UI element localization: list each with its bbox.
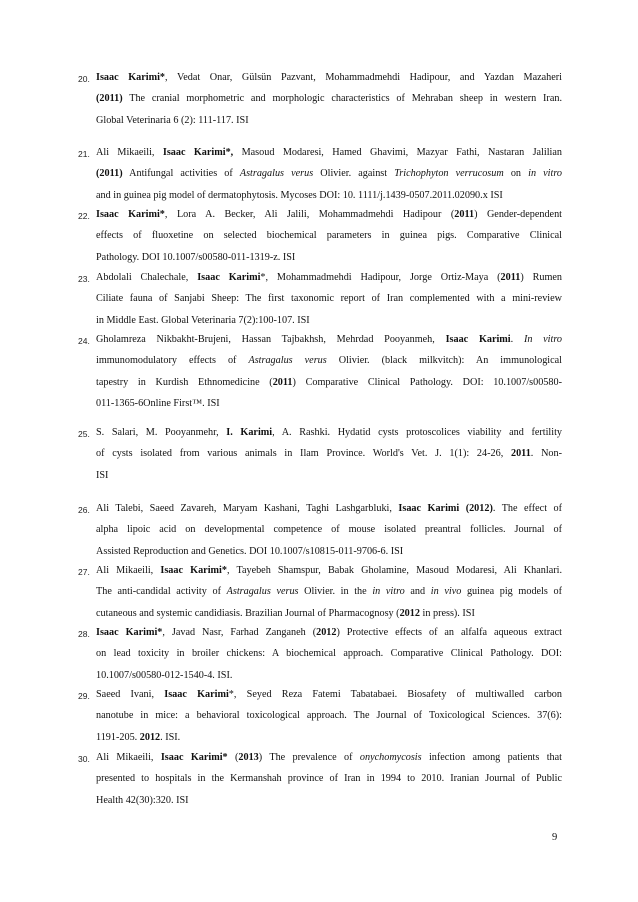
text-run: Health 42(30):320. ISI [96,795,189,806]
italic-run: in vitro [372,586,405,597]
reference-line [96,329,562,350]
italic-run: Astragalus verus [239,168,314,179]
reference-line [96,67,562,88]
text-run: Ciliate fauna of Sanjabi Sheep: The first taxonomic report of Iran complemented with a mini-review [96,293,562,304]
italic-run: onychomycosis [359,752,422,763]
reference-line [96,310,562,331]
text-run: ) Comparative Clinical Pathology. DOI: 10.1007/s00580- [292,377,562,388]
reference-line [96,288,562,309]
reference-line [96,747,562,768]
text-run: guinea pig models of [461,586,562,597]
text-run: Olivier. (black milkvitch): An immunological [326,355,562,366]
reference-number: 28. [78,629,90,639]
reference-line [96,142,562,163]
text-run: . Non- [530,448,562,459]
text-run: in Middle East. Global Veterinaria 7(2):100-107. ISI [96,315,310,326]
text-run: presented to hospitals in the Kermanshah province of Iran in 1994 to 2010. Iranian Journal of Public [96,773,562,784]
reference-line [96,643,562,664]
reference-number: 26. [78,505,90,515]
text-run: S. Salari, M. Pooyanmehr, [96,427,227,438]
text-run: *, Seyed Reza Fatemi Tabatabaei. Biosafety of multiwalled carbon [228,689,562,700]
reference-line [96,684,562,705]
text-run: nanotube in mice: a behavioral toxicological approach. The Journal of Toxicological Sciences. 37(6): [96,710,562,721]
text-run: . [510,334,524,345]
bold-run: Isaac Karimi (2012) [398,503,493,514]
text-run: and [404,586,431,597]
reference-number: 30. [78,754,90,764]
reference-number: 29. [78,691,90,701]
reference-line [96,350,562,371]
reference-line [96,665,562,686]
reference-number: 27. [78,567,90,577]
reference-line [96,541,562,562]
text-run: effects of fluoxetine on selected biochemical parameters in guinea pigs. Comparative Clinical [96,230,562,241]
reference-line [96,581,562,602]
reference-line [96,204,562,225]
text-run: Saeed Ivani, [96,689,165,700]
reference-number: 24. [78,336,90,346]
text-run: ) Rumen [520,272,562,283]
text-run: Olivier. in the [298,586,373,597]
reference-line [96,790,562,811]
text-run: ) The prevalence of [258,752,360,763]
text-run: Gholamreza Nikbakht-Brujeni, Hassan Tajbakhsh, Mehrdad Pooyanmeh, [96,334,446,345]
reference-line [96,422,562,443]
italic-run: In vitro [523,334,562,345]
bold-run: Isaac Karimi* [96,627,163,638]
text-run: Ali Mikaeili, [96,565,161,576]
text-run: Ali Mikaeili, [96,752,161,763]
reference-number: 23. [78,274,90,284]
bold-run: Isaac Karimi* [160,752,228,763]
text-run: ( [227,752,239,763]
text-run: of cysts isolated from various animals in Ilam Province. World's Vet. J. 1(1): 24-26, [96,448,511,459]
bold-run: Isaac Karimi [164,689,229,700]
text-run: Antifungal activities of [122,168,240,179]
reference-line [96,88,562,109]
reference-line [96,443,562,464]
reference-line [96,622,562,643]
text-run: Masoud Modaresi, Hamed Ghavimi, Mazyar Fathi, Nastaran Jalilian [233,147,562,158]
text-run: ISI [96,470,109,481]
bold-run: 2013 [238,752,259,763]
italic-run: Trichophyton verrucosum [394,168,504,179]
reference-line [96,110,562,131]
reference-line [96,267,562,288]
text-run: , Lora A. Becker, Ali Jalili, Mohammadmehdi Hadipour ( [164,209,455,220]
reference-line [96,519,562,540]
reference-line [96,768,562,789]
text-run: and in guinea pig model of dermatophytosis. Mycoses DOI: 10. 1111/j.1439-0507.2011.02090.x ISI [96,190,503,201]
text-run: ) Protective effects of an alfalfa aqueous extract [336,627,562,638]
text-run: Abdolali Chalechale, [96,272,198,283]
text-run: , Javad Nasr, Farhad Zanganeh ( [162,627,317,638]
reference-line [96,465,562,486]
text-run: The cranial morphometric and morphologic characteristics of Mehraban sheep in western Iran. [122,93,562,104]
bold-run: 2012 [139,732,161,743]
reference-line [96,498,562,519]
bold-run: Isaac Karimi* [96,72,166,83]
text-run: , A. Rashki. Hydatid cysts protoscolices viability and fertility [272,427,562,438]
text-run: Assisted Reproduction and Genetics. DOI 10.1007/s10815-011-9706-6. ISI [96,546,404,557]
bold-run: Isaac Karimi* [96,209,165,220]
text-run: cutaneous and systemic candidiasis. Brazilian Journal of Pharmacognosy ( [96,608,400,619]
bold-run: 2012 [316,627,337,638]
text-run: in press). ISI [419,608,475,619]
text-run: , Vedat Onar, Gülsün Pazvant, Mohammadmehdi Hadipour, and Yazdan Mazaheri [165,72,562,83]
bold-run: I. Karimi [226,427,273,438]
bold-run: 2011 [272,377,293,388]
italic-run: Astragalus verus [248,355,327,366]
text-run: tapestry in Kurdish Ethnomedicine ( [96,377,273,388]
text-run: on [503,168,529,179]
text-run: 011-1365-6Online First™. ISI [96,398,220,409]
reference-line [96,225,562,246]
text-run: 1191-205. [96,732,140,743]
reference-line [96,705,562,726]
bold-run: (2011) [96,93,123,104]
reference-number: 25. [78,429,90,439]
reference-line [96,603,562,624]
text-run: Ali Mikaeili, [96,147,163,158]
bold-run: (2011) [96,168,123,179]
text-run: 10.1007/s00580-012-1540-4. ISI. [96,670,233,681]
italic-run: in vivo [430,586,462,597]
reference-line [96,372,562,393]
italic-run: Astragalus verus [226,586,299,597]
bold-run: 2011 [510,448,531,459]
text-run: ) Gender-dependent [474,209,562,220]
reference-number: 21. [78,149,90,159]
reference-line [96,393,562,414]
page-number: 9 [552,832,558,843]
bold-run: 2011 [500,272,521,283]
text-run: infection among patients that [421,752,562,763]
text-run: , Tayebeh Shamspur, Babak Gholamine, Masoud Modaresi, Ali Khanlari. [226,565,562,576]
text-run: Ali Talebi, Saeed Zavareh, Maryam Kashani, Taghi Lashgarbluki, [96,503,399,514]
bold-run: Isaac Karimi [445,334,511,345]
bold-run: Isaac Karimi [197,272,261,283]
text-run: . The effect of [492,503,562,514]
reference-line [96,163,562,184]
text-run: immunomodulatory effects of [96,355,249,366]
bold-run: 2011 [454,209,475,220]
text-run: *, Mohammadmehdi Hadipour, Jorge Ortiz-Maya ( [260,272,501,283]
text-run: Olivier. against [313,168,395,179]
reference-line [96,247,562,268]
reference-line [96,727,562,748]
italic-run: in vitro [528,168,562,179]
bold-run: Isaac Karimi* [160,565,227,576]
reference-line [96,185,562,206]
text-run: The anti-candidal activity of [96,586,227,597]
bold-run: Isaac Karimi*, [162,147,234,158]
text-run: Pathology. DOI 10.1007/s00580-011-1319-z. ISI [96,252,296,263]
reference-number: 22. [78,211,90,221]
text-run: . ISI. [160,732,181,743]
reference-line [96,560,562,581]
text-run: on lead toxicity in broiler chickens: A biochemical approach. Comparative Clinical Pathology. DOI: [96,648,562,659]
text-run: Global Veterinaria 6 (2): 111-117. ISI [96,115,249,126]
bold-run: 2012 [399,608,420,619]
reference-number: 20. [78,74,90,84]
text-run: alpha lipoic acid on developmental competence of mouse isolated preantral follicles. Journal of [96,524,562,535]
